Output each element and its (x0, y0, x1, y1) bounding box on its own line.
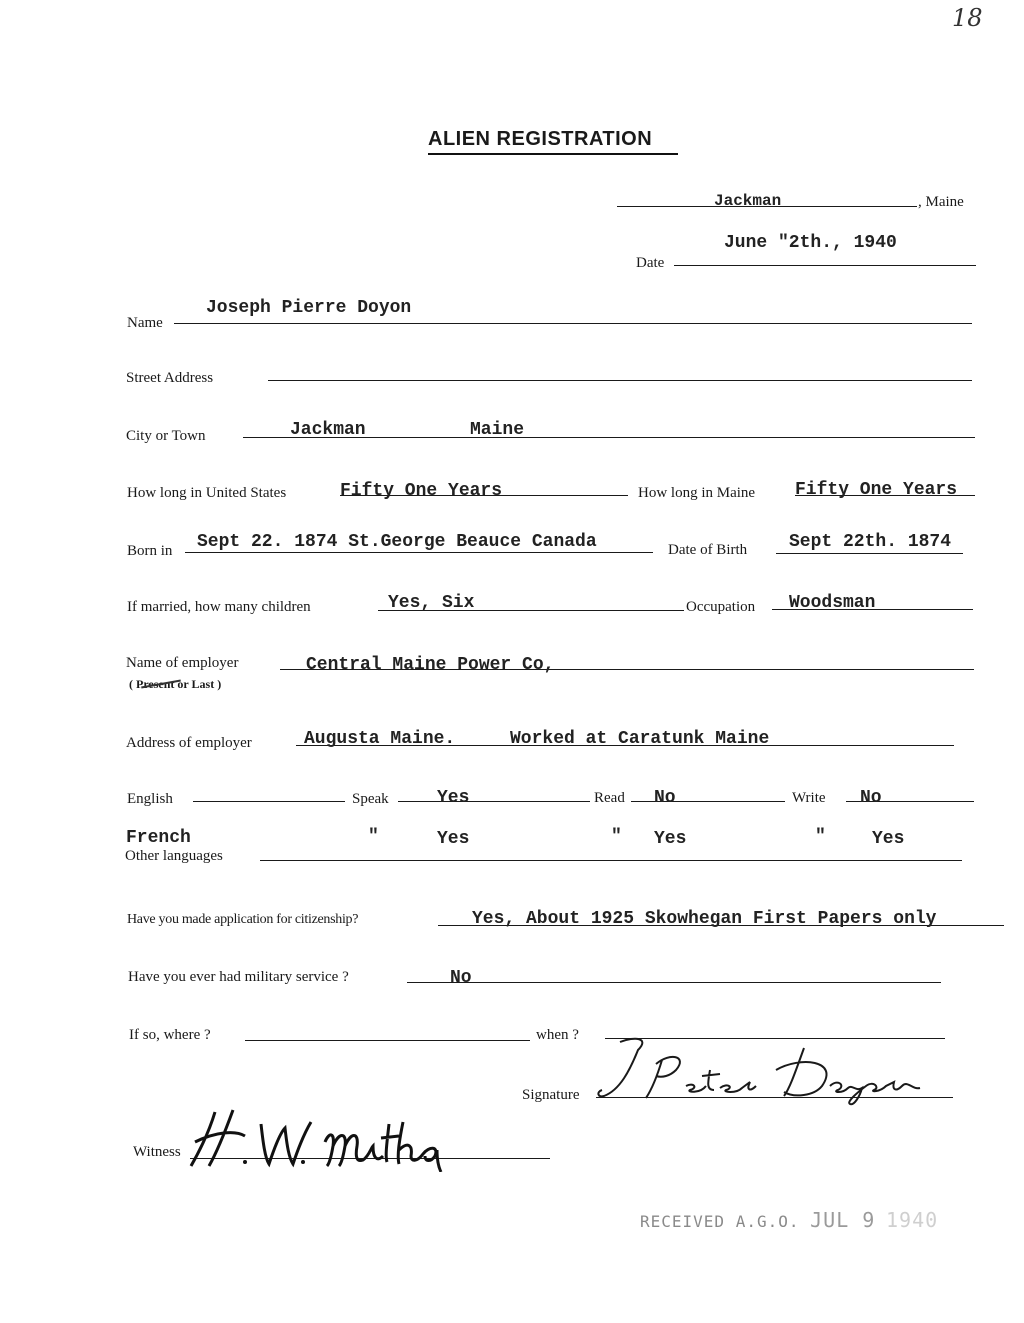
children-label: If married, how many children (127, 599, 311, 615)
military-value: No (450, 968, 472, 988)
english-read-value: No (654, 788, 676, 808)
french-ditto-read: " (611, 827, 622, 847)
citizenship-value: Yes, About 1925 Skowhegan First Papers only (472, 909, 937, 929)
other-languages-line (260, 860, 962, 861)
witness-signature-handwriting (185, 1102, 475, 1172)
street-line (268, 380, 972, 381)
stamp-date: JUL 9 (810, 1208, 876, 1232)
employer-label: Name of employer (126, 655, 239, 671)
received-stamp (640, 1208, 938, 1232)
english-line (193, 801, 345, 802)
name-label: Name (127, 315, 163, 331)
employer-address-label: Address of employer (126, 735, 252, 751)
speak-line (398, 801, 590, 802)
french-write-value: Yes (872, 829, 905, 849)
employer-value: Central Maine Power Co, (306, 655, 555, 675)
how-long-maine-value: Fifty One Years (795, 480, 958, 500)
citizenship-label: Have you made application for citizenship? (127, 912, 359, 927)
english-speak-value: Yes (437, 788, 470, 808)
stamp-text: RECEIVED A.G.O. (640, 1212, 800, 1231)
page-number: 18 (952, 4, 983, 32)
english-write-value: No (860, 788, 882, 808)
speak-label: Speak (352, 791, 389, 807)
how-long-maine-label: How long in Maine (638, 485, 756, 501)
write-label: Write (792, 790, 826, 806)
city-town-value: Jackman (290, 420, 366, 440)
date-label: Date (636, 255, 665, 271)
city-state-value: Maine (470, 420, 525, 440)
occupation-value: Woodsman (789, 593, 876, 613)
form-title: ALIEN REGISTRATION (428, 128, 653, 150)
born-label: Born in (127, 543, 173, 559)
french-ditto-write: " (815, 827, 826, 847)
place-state-label: , Maine (918, 194, 964, 210)
dob-label: Date of Birth (668, 542, 748, 558)
name-value: Joseph Pierre Doyon (206, 298, 412, 318)
signature-handwriting (590, 1030, 940, 1110)
date-value: June "2th., 1940 (724, 233, 897, 253)
born-line (185, 552, 653, 553)
dob-value: Sept 22th. 1874 (789, 532, 952, 552)
date-line (674, 265, 976, 266)
street-label: Street Address (126, 370, 214, 386)
occupation-label: Occupation (686, 599, 756, 615)
french-speak-value: Yes (437, 829, 470, 849)
french-read-value: Yes (654, 829, 687, 849)
when-label: when ? (536, 1027, 579, 1043)
where-label: If so, where ? (129, 1027, 211, 1043)
dob-line (776, 553, 963, 554)
employer-address-value: Augusta Maine. (304, 729, 456, 749)
french-label: French (126, 828, 191, 848)
other-languages-label: Other languages (125, 848, 223, 864)
city-label: City or Town (126, 428, 206, 444)
born-value: Sept 22. 1874 St.George Beauce Canada (197, 532, 597, 552)
name-line (174, 323, 972, 324)
children-value: Yes, Six (388, 593, 475, 613)
how-long-us-value: Fifty One Years (340, 481, 503, 501)
witness-label: Witness (133, 1144, 181, 1160)
military-line (407, 982, 941, 983)
where-line (245, 1040, 530, 1041)
read-label: Read (594, 790, 625, 806)
how-long-us-label: How long in United States (127, 485, 287, 501)
french-ditto-speak: " (368, 827, 379, 847)
employer-sublabel: ( Present or Last ) (129, 677, 222, 691)
title-underline (428, 153, 678, 155)
english-label: English (127, 791, 173, 807)
employer-address-value2: Worked at Caratunk Maine (510, 729, 770, 749)
stamp-year: 1940 (886, 1208, 939, 1232)
signature-label: Signature (522, 1087, 580, 1103)
military-label: Have you ever had military service ? (128, 969, 349, 985)
place-town: Jackman (714, 192, 782, 210)
